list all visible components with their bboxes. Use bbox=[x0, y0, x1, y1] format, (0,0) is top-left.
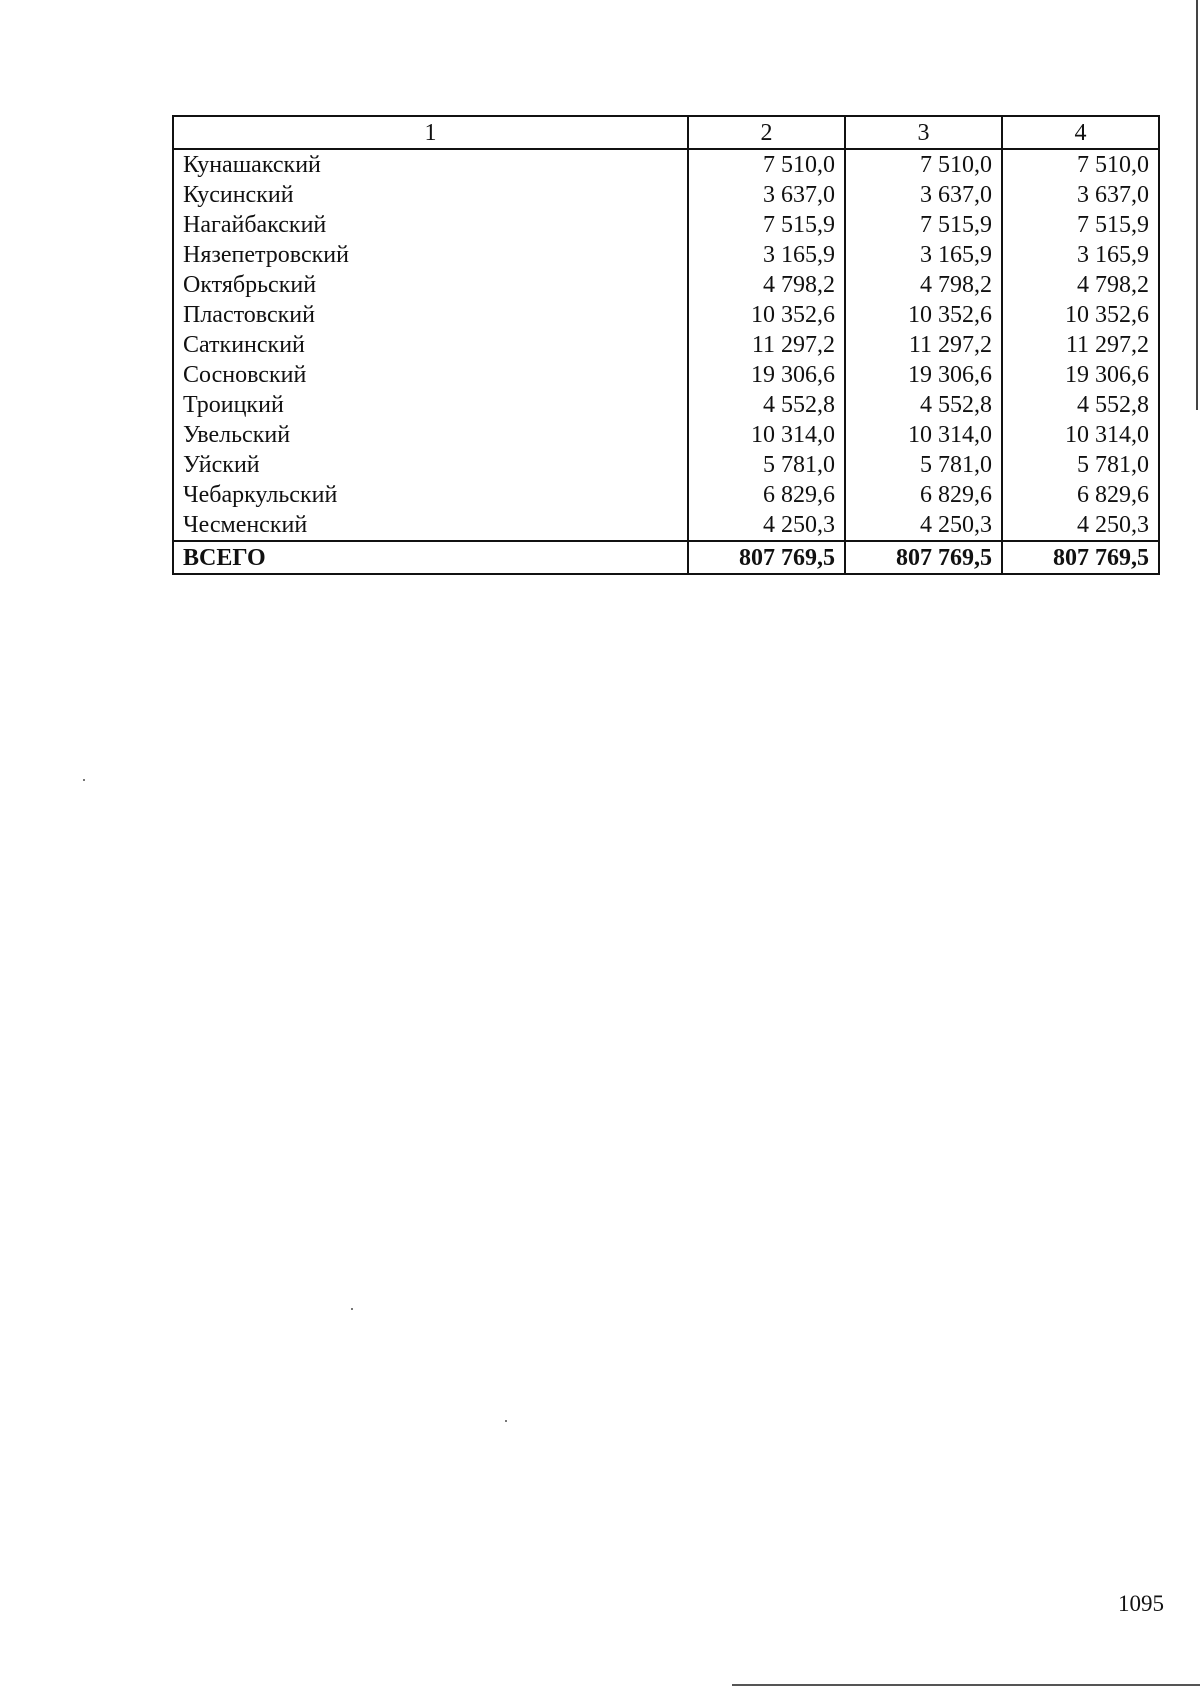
amount-cell: 11 297,2 bbox=[1002, 330, 1159, 360]
amount-cell: 10 314,0 bbox=[688, 420, 845, 450]
amount-cell: 3 165,9 bbox=[1002, 240, 1159, 270]
amount-cell: 5 781,0 bbox=[688, 450, 845, 480]
table-row bbox=[173, 270, 1159, 300]
scan-speck bbox=[83, 779, 85, 781]
district-name: Увельский bbox=[173, 420, 688, 450]
table-row bbox=[173, 300, 1159, 330]
column-header-1: 1 bbox=[173, 116, 688, 149]
page-number: 1095 bbox=[1118, 1591, 1164, 1616]
total-row bbox=[173, 541, 1159, 574]
scan-edge-line bbox=[732, 1684, 1200, 1686]
header-row bbox=[173, 116, 1159, 149]
district-name: Чебаркульский bbox=[173, 480, 688, 510]
column-header-4: 4 bbox=[1002, 116, 1159, 149]
amount-cell: 11 297,2 bbox=[688, 330, 845, 360]
district-name: Нагайбакский bbox=[173, 210, 688, 240]
amount-cell: 4 798,2 bbox=[1002, 270, 1159, 300]
amount-cell: 19 306,6 bbox=[688, 360, 845, 390]
amount-cell: 6 829,6 bbox=[688, 480, 845, 510]
amount-cell: 3 637,0 bbox=[1002, 180, 1159, 210]
amount-cell: 6 829,6 bbox=[845, 480, 1002, 510]
amount-cell: 10 352,6 bbox=[845, 300, 1002, 330]
table-row bbox=[173, 420, 1159, 450]
amount-cell: 11 297,2 bbox=[845, 330, 1002, 360]
table-row bbox=[173, 480, 1159, 510]
amount-cell: 4 552,8 bbox=[845, 390, 1002, 420]
table-row bbox=[173, 180, 1159, 210]
amount-cell: 5 781,0 bbox=[1002, 450, 1159, 480]
table-row bbox=[173, 149, 1159, 180]
district-name: Чесменский bbox=[173, 510, 688, 541]
amount-cell: 7 510,0 bbox=[845, 149, 1002, 180]
amount-cell: 4 798,2 bbox=[688, 270, 845, 300]
district-name: Саткинский bbox=[173, 330, 688, 360]
amount-cell: 3 637,0 bbox=[688, 180, 845, 210]
amount-cell: 4 250,3 bbox=[845, 510, 1002, 541]
scan-speck bbox=[505, 1420, 507, 1422]
total-value-3: 807 769,5 bbox=[845, 541, 1002, 574]
column-header-3: 3 bbox=[845, 116, 1002, 149]
amount-cell: 3 165,9 bbox=[688, 240, 845, 270]
amount-cell: 5 781,0 bbox=[845, 450, 1002, 480]
amount-cell: 7 510,0 bbox=[1002, 149, 1159, 180]
table-row bbox=[173, 450, 1159, 480]
table-row bbox=[173, 210, 1159, 240]
amount-cell: 3 165,9 bbox=[845, 240, 1002, 270]
table-body bbox=[173, 149, 1159, 574]
amount-cell: 7 515,9 bbox=[1002, 210, 1159, 240]
amount-cell: 10 352,6 bbox=[1002, 300, 1159, 330]
total-value-4: 807 769,5 bbox=[1002, 541, 1159, 574]
amount-cell: 19 306,6 bbox=[1002, 360, 1159, 390]
scan-speck bbox=[351, 1308, 353, 1310]
amount-cell: 4 798,2 bbox=[845, 270, 1002, 300]
amount-cell: 3 637,0 bbox=[845, 180, 1002, 210]
district-name: Октябрьский bbox=[173, 270, 688, 300]
amount-cell: 10 314,0 bbox=[1002, 420, 1159, 450]
amount-cell: 4 250,3 bbox=[1002, 510, 1159, 541]
amount-cell: 4 250,3 bbox=[688, 510, 845, 541]
table-row bbox=[173, 240, 1159, 270]
amount-cell: 6 829,6 bbox=[1002, 480, 1159, 510]
total-value-2: 807 769,5 bbox=[688, 541, 845, 574]
table-row bbox=[173, 330, 1159, 360]
amount-cell: 19 306,6 bbox=[845, 360, 1002, 390]
district-name: Кунашакский bbox=[173, 149, 688, 180]
district-name: Уйский bbox=[173, 450, 688, 480]
table-row bbox=[173, 390, 1159, 420]
budget-table bbox=[172, 115, 1160, 575]
district-name: Пластовский bbox=[173, 300, 688, 330]
amount-cell: 10 314,0 bbox=[845, 420, 1002, 450]
amount-cell: 7 515,9 bbox=[688, 210, 845, 240]
column-header-2: 2 bbox=[688, 116, 845, 149]
amount-cell: 7 510,0 bbox=[688, 149, 845, 180]
district-name: Кусинский bbox=[173, 180, 688, 210]
table-row bbox=[173, 360, 1159, 390]
amount-cell: 10 352,6 bbox=[688, 300, 845, 330]
amount-cell: 4 552,8 bbox=[688, 390, 845, 420]
table-row bbox=[173, 510, 1159, 541]
total-label: ВСЕГО bbox=[173, 541, 688, 574]
amount-cell: 4 552,8 bbox=[1002, 390, 1159, 420]
district-name: Нязепетровский bbox=[173, 240, 688, 270]
district-name: Сосновский bbox=[173, 360, 688, 390]
district-name: Троицкий bbox=[173, 390, 688, 420]
amount-cell: 7 515,9 bbox=[845, 210, 1002, 240]
scan-edge-line bbox=[1196, 0, 1198, 410]
